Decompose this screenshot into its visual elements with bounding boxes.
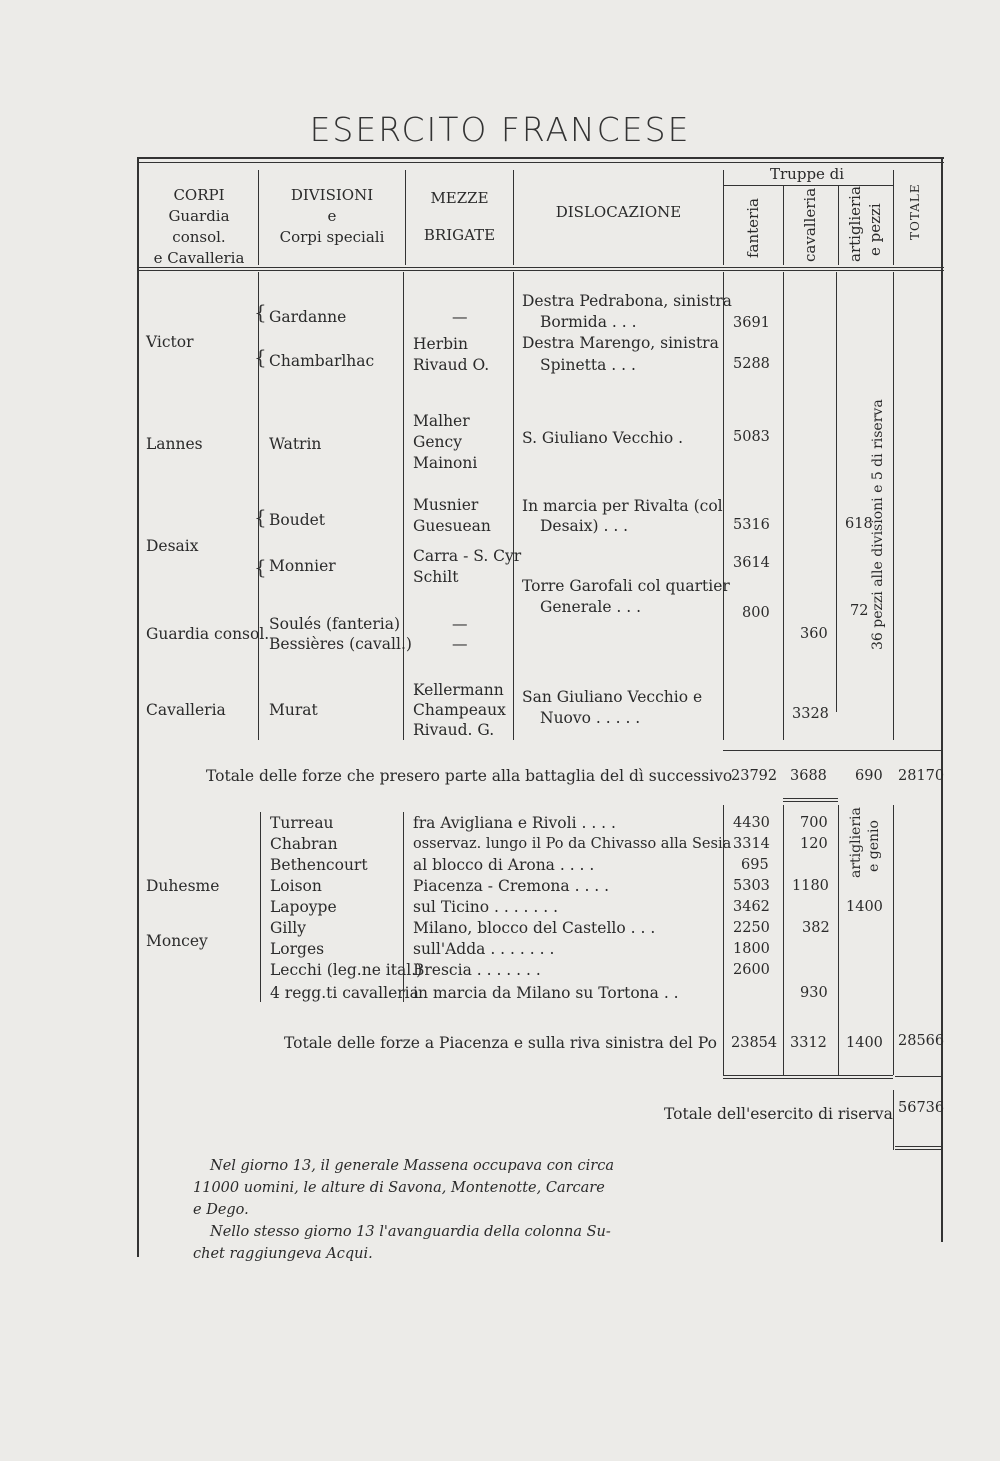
dislocazione-row: Nuovo . . . . . (540, 709, 641, 727)
col-sep (838, 185, 839, 265)
brace: { (254, 345, 267, 369)
dislocazione-row: Bormida . . . (540, 313, 637, 331)
note-line: chet raggiungeva Acqui. (193, 1246, 373, 1262)
dislocazione-row: Spinetta . . . (540, 356, 636, 374)
cavalleria-value: 700 (800, 815, 828, 831)
total3-rule (895, 1146, 941, 1147)
corpo-moncey: Moncey (146, 932, 208, 950)
total1-label: Totale delle forze che presero parte alla battaglia del dì successivo (206, 767, 733, 785)
fanteria-value: 5288 (733, 356, 770, 372)
brigata-row: — (452, 308, 468, 326)
brigata-row: Rivaud. G. (413, 721, 495, 739)
divisione-row: Lapoype (270, 898, 337, 916)
artiglieria-value: 72 (850, 603, 869, 619)
header-dislocazione: DISLOCAZIONE (555, 203, 682, 221)
total1-rule (723, 750, 941, 751)
page-title: ESERCITO FRANCESE (309, 110, 691, 149)
total1-totale: 28170 (898, 768, 945, 784)
brigata-row: Carra - S. Cyr (413, 547, 522, 565)
s1-sep (723, 272, 724, 740)
header-fanteria: fanteria (744, 198, 762, 258)
dislocazione-row: Milano, blocco del Castello . . . (413, 919, 656, 937)
total2-rule (723, 1075, 893, 1076)
divisione-row: Lorges (270, 940, 325, 958)
divisione-row: 4 regg.ti cavalleria (270, 984, 419, 1002)
artiglieria-value: 1400 (846, 899, 883, 915)
left-rule (137, 157, 139, 1257)
fanteria-value: 800 (742, 605, 770, 621)
divisione-row: Soulés (fanteria) (269, 615, 401, 633)
artiglieria-note: 36 pezzi alle divisioni e 5 di riserva (870, 399, 886, 650)
divisione-row: Murat (269, 701, 318, 719)
brigata-row: Malher (413, 412, 470, 430)
dislocazione-row: Destra Pedrabona, sinistra (522, 292, 732, 310)
s1-sep (403, 272, 404, 740)
dislocazione-row: sull'Adda . . . . . . . (413, 940, 555, 958)
total2-label: Totale delle forze a Piacenza e sulla riva sinistra del Po (284, 1034, 717, 1052)
header-corpi-line: e Cavalleria (153, 249, 245, 267)
divisione-row: Chabran (270, 835, 338, 853)
fanteria-value: 4430 (733, 815, 770, 831)
cavalleria-value: 360 (800, 626, 828, 642)
dislocazione-row: San Giuliano Vecchio e (522, 688, 703, 706)
cavalleria-value: 1180 (792, 878, 829, 894)
header-divisioni-line: DIVISIONI (290, 186, 374, 204)
dislocazione-row: Brescia . . . . . . . (413, 961, 541, 979)
brigata-row: Rivaud O. (413, 356, 490, 374)
header-corpi (140, 185, 258, 269)
header-divisioni-line: e (327, 207, 337, 225)
artiglieria-label-2: e genio (866, 820, 882, 872)
total3-sep (893, 1090, 894, 1150)
fanteria-value: 1800 (733, 941, 770, 957)
top-rule (138, 157, 944, 159)
divisione-row: Turreau (270, 814, 334, 832)
dislocazione-row: Destra Marengo, sinistra (522, 334, 719, 352)
header-corpi-line: CORPI (173, 186, 225, 204)
dislocazione-row: osservaz. lungo il Po da Chivasso alla Sesia (413, 836, 732, 852)
fanteria-value: 3314 (733, 836, 770, 852)
corpo-lannes: Lannes (146, 435, 203, 453)
artiglieria-value: 618 (845, 516, 873, 532)
divisione-row: Bessières (cavall.) (269, 635, 412, 653)
dislocazione-row: fra Avigliana e Rivoli . . . . (413, 814, 616, 832)
brace: { (254, 300, 267, 324)
total2-artiglieria: 1400 (846, 1035, 883, 1051)
divisione-row: Boudet (269, 511, 326, 529)
s1-sep (893, 272, 894, 740)
header-rule (138, 267, 944, 268)
divisione-row: Chambarlhac (269, 352, 375, 370)
cavalleria-value: 930 (800, 985, 828, 1001)
fanteria-value: 5083 (733, 429, 770, 445)
divisione-row: Watrin (269, 435, 322, 453)
total1-artiglieria: 690 (855, 768, 883, 784)
artiglieria-label-1: artiglieria (848, 807, 864, 878)
s1-sep (513, 272, 514, 740)
header-artiglieria-2: e pezzi (866, 203, 884, 256)
s2-sep (260, 812, 261, 1002)
cavalleria-value: 120 (800, 836, 828, 852)
dislocazione-row: S. Giuliano Vecchio . (522, 429, 684, 447)
brigata-row: Gency (413, 433, 462, 451)
corpo-desaix: Desaix (146, 537, 199, 555)
dislocazione-row: sul Ticino . . . . . . . (413, 898, 559, 916)
dislocazione-row: Torre Garofali col quartier (522, 577, 730, 595)
total2-rule-right (895, 1076, 941, 1077)
corpo-victor: Victor (146, 333, 194, 351)
brigata-row: Herbin (413, 335, 468, 353)
total3-label: Totale dell'esercito di riserva (664, 1105, 893, 1123)
divisione-row: Lecchi (leg.ne ital.) (270, 961, 423, 979)
dislocazione-row: Generale . . . (540, 598, 642, 616)
header-mezze-line: MEZZE (430, 189, 489, 207)
brigata-row: — (452, 615, 468, 633)
total1-rule-bottom (783, 798, 838, 799)
artiglieria-brace (836, 272, 837, 712)
header-truppe: Truppe di (770, 165, 845, 183)
cavalleria-value: 382 (802, 920, 830, 936)
total1-rule-bottom (783, 801, 838, 802)
brigata-row: Kellermann (413, 681, 504, 699)
header-mezze-line: BRIGATE (423, 226, 496, 244)
brigata-row: Guesuean (413, 517, 491, 535)
brigata-row: Mainoni (413, 454, 478, 472)
header-cavalleria: cavalleria (801, 187, 819, 262)
s1-sep (783, 272, 784, 740)
total1-cavalleria: 3688 (790, 768, 827, 784)
brigata-row: — (452, 635, 468, 653)
fanteria-value: 5316 (733, 517, 770, 533)
total1-fanteria: 23792 (731, 768, 778, 784)
corpo-duhesme: Duhesme (146, 877, 220, 895)
note-line: Nel giorno 13, il generale Massena occupava con circa (210, 1158, 614, 1174)
brace: { (254, 555, 267, 579)
header-divisioni-line: Corpi speciali (279, 228, 385, 246)
note-line: e Dego. (193, 1202, 249, 1218)
divisione-row: Monnier (269, 557, 336, 575)
divisione-row: Loison (270, 877, 322, 895)
top-rule-thin (138, 162, 944, 163)
total2-rule (723, 1078, 893, 1079)
dislocazione-row: In marcia per Rivalta (col (522, 497, 723, 515)
header-totale: TOTALE (908, 183, 922, 240)
brigata-row: Schilt (413, 568, 459, 586)
fanteria-value: 695 (741, 857, 769, 873)
dislocazione-row: al blocco di Arona . . . . (413, 856, 595, 874)
col-sep (893, 170, 894, 265)
s2-sep (893, 805, 894, 1075)
brigata-row: Musnier (413, 496, 479, 514)
s2-sep (838, 805, 839, 1075)
divisione-row: Gilly (270, 919, 307, 937)
header-artiglieria-1: artiglieria (846, 186, 864, 262)
cavalleria-value: 3328 (792, 706, 829, 722)
fanteria-value: 2600 (733, 962, 770, 978)
dislocazione-row: Piacenza - Cremona . . . . (413, 877, 610, 895)
fanteria-value: 3462 (733, 899, 770, 915)
truppe-rule (723, 185, 893, 186)
brigata-row: Champeaux (413, 701, 506, 719)
total2-fanteria: 23854 (731, 1035, 778, 1051)
note-line: Nello stesso giorno 13 l'avanguardia della colonna Su- (210, 1224, 611, 1240)
note-line: 11000 uomini, le alture di Savona, Montenotte, Carcare (193, 1180, 605, 1196)
total2-cavalleria: 3312 (790, 1035, 827, 1051)
s2-sep (783, 805, 784, 1075)
header-rule-2 (138, 270, 944, 271)
total3-totale: 56736 (898, 1100, 945, 1116)
right-rule (941, 157, 943, 1242)
brace: { (254, 505, 267, 529)
header-divisioni (259, 185, 405, 248)
divisione-row: Gardanne (269, 308, 347, 326)
dislocazione-row: Desaix) . . . (540, 517, 629, 535)
fanteria-value: 2250 (733, 920, 770, 936)
header-mezze (406, 188, 513, 246)
col-sep (783, 185, 784, 265)
corpo-cavalleria: Cavalleria (146, 701, 226, 719)
divisione-row: Bethencourt (270, 856, 368, 874)
corpo-guardia: Guardia consol. (146, 625, 270, 643)
fanteria-value: 5303 (733, 878, 770, 894)
header-corpi-line: Guardia consol. (168, 207, 230, 246)
fanteria-value: 3691 (733, 315, 770, 331)
total2-totale: 28566 (898, 1033, 945, 1049)
dislocazione-row: in marcia da Milano su Tortona . . (413, 984, 679, 1002)
total3-rule (895, 1149, 941, 1150)
fanteria-value: 3614 (733, 555, 770, 571)
